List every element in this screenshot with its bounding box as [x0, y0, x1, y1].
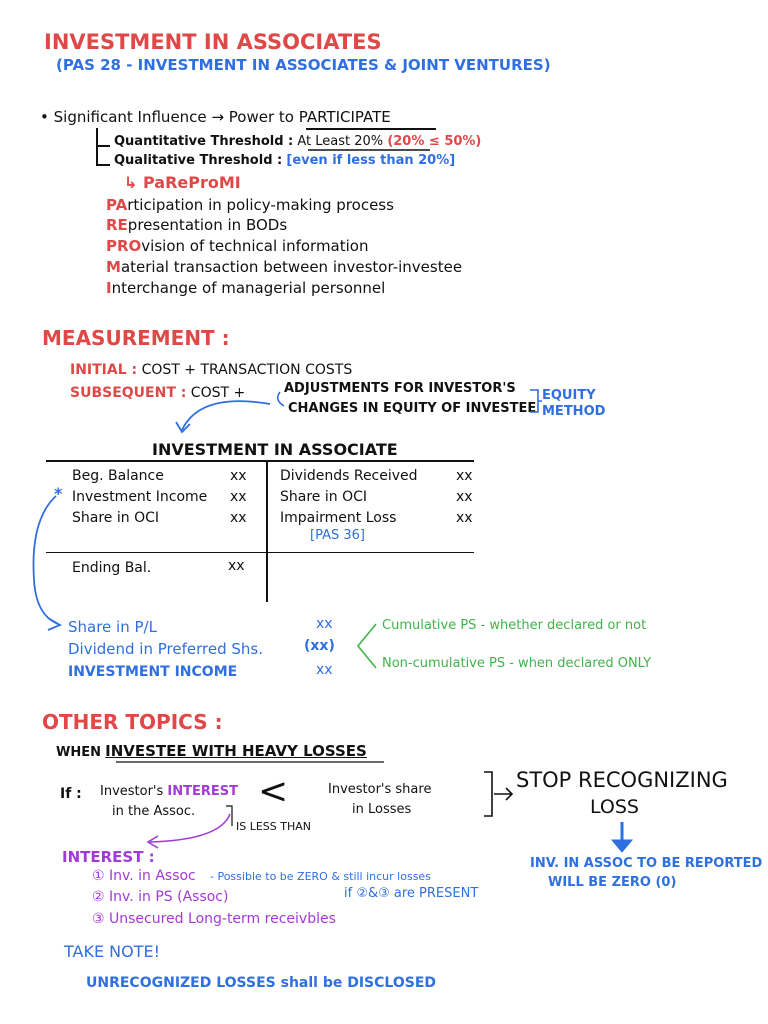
income-row-label-1: Share in P/L: [68, 618, 157, 636]
investor-interest-a: Investor's: [100, 784, 164, 799]
income-row-amount-1: xx: [316, 616, 333, 632]
cumulative-note: Cumulative PS - whether declared or not: [382, 618, 647, 633]
t-right-label-2: Share in OCI: [280, 489, 367, 505]
item-text: aterial transaction between investor-investee: [120, 258, 463, 276]
item-text: presentation in BODs: [127, 216, 288, 234]
is-less-than: IS LESS THAN: [236, 820, 312, 833]
investor-share-line-2: in Losses: [352, 802, 412, 817]
bullet-dot: •: [40, 108, 54, 126]
item-prefix: PRO: [106, 237, 142, 255]
item-text: rticipation in policy-making process: [127, 196, 394, 214]
mnemonic-text: PaReProMI: [142, 173, 241, 192]
if-label: If :: [60, 786, 82, 802]
income-row-label-3: INVESTMENT INCOME: [68, 664, 238, 680]
interest-item-text: Unsecured Long-term receivbles: [109, 911, 336, 927]
t-right-amount-3: xx: [456, 510, 473, 526]
t-left-label-1: Beg. Balance: [72, 468, 164, 484]
other-topics-heading: OTHER TOPICS :: [42, 710, 223, 734]
page-title: INVESTMENT IN ASSOCIATES: [44, 30, 382, 54]
qual-label: Qualitative Threshold :: [114, 153, 283, 168]
item-prefix: RE: [106, 216, 128, 234]
equity-method-line-1: EQUITY: [542, 388, 596, 403]
quant-range: (20% ≤ 50%): [387, 134, 482, 149]
quant-label: Quantitative Threshold :: [114, 134, 294, 149]
reported-zero-line-1: INV. IN ASSOC TO BE REPORTED: [530, 856, 763, 871]
subsequent-text: COST +: [190, 385, 246, 401]
impairment-reference: [PAS 36]: [310, 528, 365, 543]
equity-method-bracket: [530, 390, 542, 412]
equity-method-line-2: METHOD: [542, 404, 606, 419]
stop-recognizing-line-1: STOP RECOGNIZING: [516, 768, 728, 792]
item-prefix: I: [106, 279, 112, 297]
reported-zero-line-2: WILL BE ZERO (0): [548, 875, 677, 890]
investor-share-line-1: Investor's share: [328, 782, 432, 797]
t-left-label-3: Share in OCI: [72, 510, 159, 526]
t-left-amount-2: xx: [230, 489, 247, 505]
when-text: INVESTEE WITH HEAVY LOSSES: [105, 742, 367, 760]
curved-arrow-to-t-account: [182, 401, 270, 430]
arrow-to-stop: [494, 788, 512, 800]
unrecognized-losses-note: UNRECOGNIZED LOSSES shall be DISCLOSED: [86, 975, 436, 991]
ending-balance-label: Ending Bal.: [72, 560, 152, 576]
t-account-title: INVESTMENT IN ASSOCIATE: [152, 440, 398, 459]
t-right-label-3: Impairment Loss: [280, 510, 397, 526]
t-right-amount-1: xx: [456, 468, 473, 484]
star-marker: *: [54, 484, 63, 503]
green-brace: [358, 624, 376, 668]
when-prefix: WHEN: [56, 745, 101, 760]
item-prefix: PA: [106, 196, 128, 214]
investor-interest-b: INTEREST: [167, 784, 239, 799]
noncumulative-note: Non-cumulative PS - when declared ONLY: [382, 656, 652, 671]
arrow-corner-icon: ↳: [124, 173, 143, 192]
significant-influence-label: Significant Influence: [53, 108, 207, 126]
take-note-heading: TAKE NOTE!: [64, 942, 161, 961]
income-row-label-2: Dividend in Preferred Shs.: [68, 640, 263, 658]
stop-bracket: [484, 772, 492, 816]
number-3-icon: ③: [92, 911, 105, 927]
curved-arrow-to-share-pl: [33, 496, 58, 624]
adjustments-brace: [278, 392, 284, 406]
t-right-amount-2: xx: [456, 489, 473, 505]
number-1-icon: ①: [92, 868, 105, 884]
measurement-heading: MEASUREMENT :: [42, 326, 230, 350]
adjustments-line-2: CHANGES IN EQUITY OF INVESTEE: [288, 401, 537, 416]
investor-interest-line-2: in the Assoc.: [112, 804, 196, 819]
income-row-amount-2: (xx): [304, 638, 335, 654]
subsequent-label: SUBSEQUENT :: [70, 385, 187, 401]
stop-recognizing-line-2: LOSS: [590, 796, 639, 818]
down-arrowhead: [612, 840, 632, 852]
purple-arrow: [150, 814, 230, 842]
adjustments-line-1: ADJUSTMENTS FOR INVESTOR'S: [284, 381, 516, 396]
t-left-amount-1: xx: [230, 468, 247, 484]
interest-item-text: Inv. in PS (Assoc): [109, 889, 229, 905]
ending-balance-amount: xx: [228, 558, 245, 574]
possible-zero-note: - Possible to be ZERO & still incur losses: [210, 870, 431, 883]
arrowhead-right: [48, 618, 60, 630]
t-right-label-1: Dividends Received: [280, 468, 418, 484]
less-than-symbol: <: [258, 771, 289, 812]
item-prefix: M: [106, 258, 121, 276]
initial-text: COST + TRANSACTION COSTS: [141, 362, 353, 378]
power-to-participate: Power to PARTICIPATE: [228, 108, 391, 126]
interest-heading: INTEREST :: [62, 848, 155, 866]
t-left-label-2: Investment Income: [72, 489, 208, 505]
quant-value: At Least 20%: [297, 134, 384, 149]
if-present-note: if ②&③ are PRESENT: [344, 886, 479, 901]
page-subtitle: (PAS 28 - INVESTMENT IN ASSOCIATES & JOINT VENTURES): [56, 56, 551, 74]
item-text: nterchange of managerial personnel: [111, 279, 386, 297]
qual-value: [even if less than 20%]: [286, 153, 456, 168]
income-row-amount-3: xx: [316, 662, 333, 678]
arrow-right-icon: →: [211, 108, 229, 126]
initial-label: INITIAL :: [70, 362, 138, 378]
interest-item-text: Inv. in Assoc: [109, 868, 196, 884]
number-2-icon: ②: [92, 889, 105, 905]
t-left-amount-3: xx: [230, 510, 247, 526]
item-text: vision of technical information: [141, 237, 369, 255]
